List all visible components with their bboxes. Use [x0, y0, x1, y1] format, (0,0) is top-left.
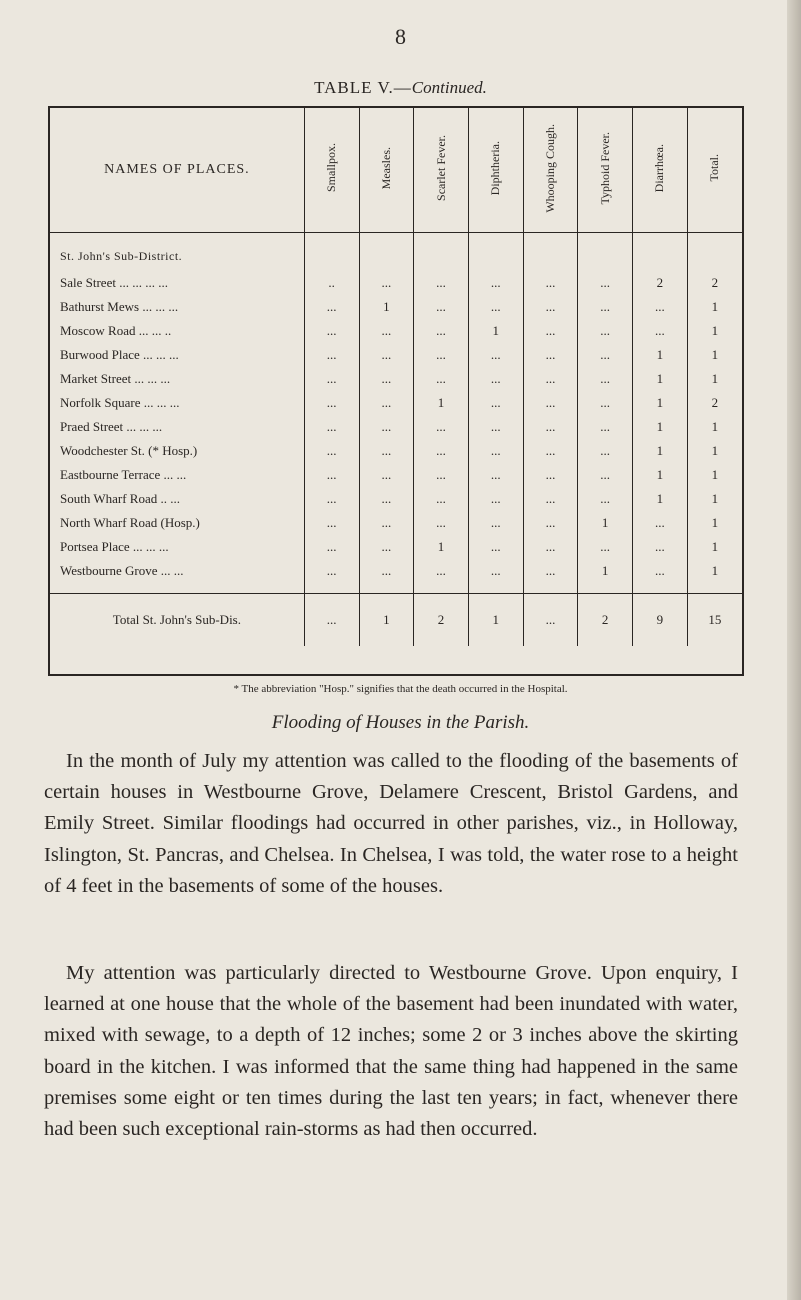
cell-diarrhoea: ... — [633, 535, 688, 559]
table-row — [50, 319, 742, 343]
table-row — [50, 271, 742, 295]
cell-diarrhoea: 1 — [633, 343, 688, 367]
cell-diarrhoea: 1 — [633, 415, 688, 439]
cell-total: 1 — [711, 515, 719, 530]
section-title: Flooding of Houses in the Parish. — [271, 712, 530, 733]
cell-diarrhoea: ... — [633, 319, 688, 343]
cell-smallpox: ... — [304, 559, 359, 583]
place-name: Sale Street ... ... ... ... — [50, 271, 304, 295]
cell-smallpox: ... — [304, 439, 359, 463]
cell-diphtheria: ... — [468, 559, 523, 583]
cell-diphtheria: 1 — [468, 594, 523, 647]
cell-diphtheria: ... — [468, 343, 523, 367]
cell-diphtheria: ... — [468, 271, 523, 295]
cell-smallpox: ... — [304, 594, 359, 647]
cell-scarlet-fever: ... — [414, 559, 469, 583]
cell-diphtheria: ... — [468, 487, 523, 511]
cell-measles: ... — [359, 415, 414, 439]
table-header-row — [50, 108, 742, 233]
header-scarlet-fever: Scarlet Fever. — [414, 108, 469, 233]
cell-typhoid-fever: ... — [578, 391, 633, 415]
table-title — [0, 78, 801, 98]
cell-total: 2 — [711, 275, 719, 290]
cell-typhoid-fever: ... — [578, 439, 633, 463]
cell-total: 1 — [711, 299, 719, 314]
cell-scarlet-fever: 1 — [414, 535, 469, 559]
place-name: Praed Street ... ... ... — [50, 415, 304, 439]
cell-diphtheria: 1 — [468, 319, 523, 343]
cell-scarlet-fever: ... — [414, 487, 469, 511]
cell-diphtheria: ... — [468, 463, 523, 487]
cell-smallpox: .. — [304, 271, 359, 295]
cell-total: 1 — [711, 467, 719, 482]
cell-measles: ... — [359, 319, 414, 343]
cell-smallpox: ... — [304, 367, 359, 391]
cell-whooping-cough: ... — [523, 535, 578, 559]
table-row — [50, 439, 742, 463]
table-row — [50, 535, 742, 559]
cell-total: 1 — [711, 539, 719, 554]
cell-measles: ... — [359, 367, 414, 391]
table-row — [50, 463, 742, 487]
cell-diarrhoea: 1 — [633, 463, 688, 487]
cell-smallpox: ... — [304, 295, 359, 319]
cell-scarlet-fever: ... — [414, 343, 469, 367]
cell-smallpox: ... — [304, 463, 359, 487]
cell-whooping-cough: ... — [523, 487, 578, 511]
cell-total: 15 — [687, 594, 742, 647]
cell-measles: ... — [359, 463, 414, 487]
cell-typhoid-fever: ... — [578, 463, 633, 487]
cell-total: 1 — [711, 419, 719, 434]
cell-scarlet-fever: ... — [414, 439, 469, 463]
header-typhoid-fever: Typhoid Fever. — [578, 108, 633, 233]
table-row — [50, 367, 742, 391]
cell-whooping-cough: ... — [523, 559, 578, 583]
cell-diphtheria: ... — [468, 535, 523, 559]
cell-typhoid-fever: ... — [578, 295, 633, 319]
cell-whooping-cough: ... — [523, 594, 578, 647]
table-row — [50, 295, 742, 319]
page-number: 8 — [395, 24, 406, 49]
place-name: North Wharf Road (Hosp.) — [50, 511, 304, 535]
cell-measles: 1 — [359, 295, 414, 319]
cell-diphtheria: ... — [468, 295, 523, 319]
cell-total: 1 — [711, 347, 719, 362]
cell-smallpox: ... — [304, 391, 359, 415]
paragraph-1: In the month of July my attention was called to the flooding of the basements of certain houses in Westbourne Grove, Delamere Crescent, Bristol Gardens, and Emily Street. Similar floodings had occurred in other parishes, viz., in Holloway, Islington, St. Pancras, and Chelsea. In Chelsea, I was told, the water rose to a height of 4 feet in the basements of some of the houses. — [44, 750, 738, 897]
cell-diarrhoea: 9 — [633, 594, 688, 647]
cell-scarlet-fever: ... — [414, 319, 469, 343]
cell-whooping-cough: ... — [523, 511, 578, 535]
place-name: Burwood Place ... ... ... — [50, 343, 304, 367]
cell-whooping-cough: ... — [523, 319, 578, 343]
cell-measles: ... — [359, 271, 414, 295]
cell-typhoid-fever: ... — [578, 343, 633, 367]
place-name: Norfolk Square ... ... ... — [50, 391, 304, 415]
cell-typhoid-fever: 1 — [578, 511, 633, 535]
total-row — [50, 594, 742, 647]
cell-whooping-cough: ... — [523, 391, 578, 415]
cell-smallpox: ... — [304, 487, 359, 511]
cell-total: 2 — [711, 395, 719, 410]
cell-smallpox: ... — [304, 319, 359, 343]
cell-typhoid-fever: ... — [578, 487, 633, 511]
place-name: Portsea Place ... ... ... — [50, 535, 304, 559]
cell-whooping-cough: ... — [523, 343, 578, 367]
table-footnote: * The abbreviation "Hosp." signifies that the death occurred in the Hospital. — [233, 683, 568, 695]
spacer-row — [50, 583, 742, 594]
cell-diarrhoea: 2 — [633, 271, 688, 295]
cell-smallpox: ... — [304, 535, 359, 559]
cell-scarlet-fever: ... — [414, 511, 469, 535]
table-title-main: TABLE V.— — [314, 78, 412, 97]
place-name: Westbourne Grove ... ... — [50, 559, 304, 583]
cell-typhoid-fever: ... — [578, 367, 633, 391]
cell-diarrhoea: ... — [633, 559, 688, 583]
cell-diarrhoea: ... — [633, 295, 688, 319]
cell-whooping-cough: ... — [523, 415, 578, 439]
cell-measles: ... — [359, 439, 414, 463]
cell-typhoid-fever: 1 — [578, 559, 633, 583]
header-measles: Measles. — [359, 108, 414, 233]
cell-whooping-cough: ... — [523, 439, 578, 463]
cell-typhoid-fever: ... — [578, 271, 633, 295]
cell-diarrhoea: 1 — [633, 439, 688, 463]
cell-total: 1 — [711, 563, 719, 578]
cell-scarlet-fever: ... — [414, 367, 469, 391]
table-row — [50, 343, 742, 367]
table-title-continued: Continued. — [411, 78, 487, 97]
cell-whooping-cough: ... — [523, 463, 578, 487]
cell-typhoid-fever: 2 — [578, 594, 633, 647]
cell-diphtheria: ... — [468, 415, 523, 439]
place-name: Moscow Road ... ... .. — [50, 319, 304, 343]
place-name: Total St. John's Sub-Dis. — [50, 594, 304, 647]
cell-smallpox: ... — [304, 343, 359, 367]
header-diphtheria: Diphtheria. — [468, 108, 523, 233]
cell-measles: ... — [359, 391, 414, 415]
cell-measles: ... — [359, 535, 414, 559]
cell-scarlet-fever: ... — [414, 463, 469, 487]
cell-scarlet-fever: ... — [414, 271, 469, 295]
cell-diarrhoea: 1 — [633, 391, 688, 415]
cell-total: 1 — [711, 323, 719, 338]
paragraph-2: My attention was particularly directed to Westbourne Grove. Upon enquiry, I learned at one house that the whole of the basement had been inundated with water, mixed with sewage, to a depth of 12 inches; some 2 or 3 inches above the skirting board in the kitchen. I was informed that the same thing had happened in the same premises some eight or ten times during the last ten years; in fact, whenever there had been such exceptional rain-storms as had then occurred. — [44, 962, 738, 1141]
cell-diphtheria: ... — [468, 367, 523, 391]
cell-scarlet-fever: 2 — [414, 594, 469, 647]
cell-diphtheria: ... — [468, 511, 523, 535]
cell-diphtheria: ... — [468, 439, 523, 463]
header-total: Total. — [687, 108, 742, 233]
cell-measles: ... — [359, 511, 414, 535]
cell-measles: 1 — [359, 594, 414, 647]
cell-diphtheria: ... — [468, 391, 523, 415]
cell-measles: ... — [359, 487, 414, 511]
table-row — [50, 559, 742, 583]
header-diarrhoea: Diarrhœa. — [633, 108, 688, 233]
cell-scarlet-fever: 1 — [414, 391, 469, 415]
cell-typhoid-fever: ... — [578, 415, 633, 439]
cell-scarlet-fever: ... — [414, 295, 469, 319]
cell-typhoid-fever: ... — [578, 535, 633, 559]
place-name: Market Street ... ... ... — [50, 367, 304, 391]
header-smallpox: Smallpox. — [304, 108, 359, 233]
table-row — [50, 415, 742, 439]
cell-whooping-cough: ... — [523, 271, 578, 295]
table-row — [50, 487, 742, 511]
cell-diarrhoea: ... — [633, 511, 688, 535]
cell-measles: ... — [359, 343, 414, 367]
place-name: South Wharf Road .. ... — [50, 487, 304, 511]
cell-total: 1 — [711, 491, 719, 506]
subdistrict-heading: St. John's Sub-District. — [50, 233, 304, 272]
place-name: Eastbourne Terrace ... ... — [50, 463, 304, 487]
cell-scarlet-fever: ... — [414, 415, 469, 439]
cell-total: 1 — [711, 371, 719, 386]
cell-measles: ... — [359, 559, 414, 583]
place-name: Woodchester St. (* Hosp.) — [50, 439, 304, 463]
cell-smallpox: ... — [304, 511, 359, 535]
table-row — [50, 391, 742, 415]
cell-diarrhoea: 1 — [633, 367, 688, 391]
place-name: Bathurst Mews ... ... ... — [50, 295, 304, 319]
mortality-table — [48, 106, 744, 676]
header-names-of-places: NAMES OF PLACES. — [50, 108, 304, 233]
subdistrict-heading-row — [50, 233, 742, 272]
cell-total: 1 — [711, 443, 719, 458]
cell-smallpox: ... — [304, 415, 359, 439]
cell-whooping-cough: ... — [523, 367, 578, 391]
cell-diarrhoea: 1 — [633, 487, 688, 511]
table-row — [50, 511, 742, 535]
cell-typhoid-fever: ... — [578, 319, 633, 343]
page-edge-shadow — [787, 0, 801, 1300]
header-whooping-cough: Whooping Cough. — [523, 108, 578, 233]
cell-whooping-cough: ... — [523, 295, 578, 319]
